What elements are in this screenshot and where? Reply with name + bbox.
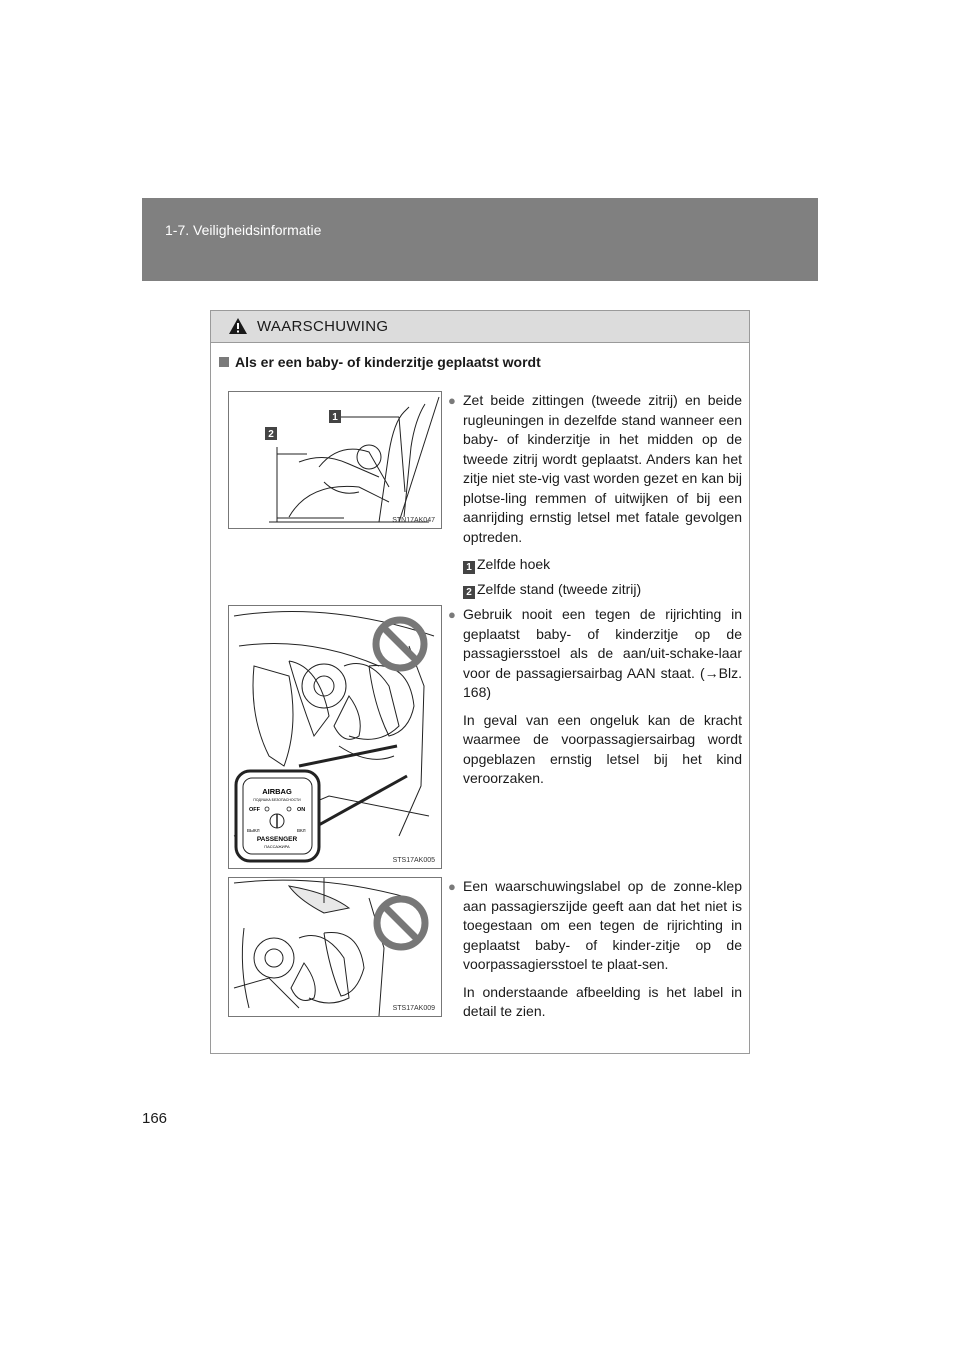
warning-item-3-text: Een waarschuwingslabel op de zonne-klep aan passagierszijde geeft aan dat het niet is toegestaan om een tegen de rijrichting in geplaatst baby- of kinder-zitje op de voorpassagiersstoel te plaat-sen.: [463, 878, 742, 972]
panel-on-ru-label: ВКЛ: [297, 828, 306, 833]
warning-item-1: [449, 391, 742, 605]
section-title: 1-7. Veiligheidsinformatie: [165, 222, 322, 238]
panel-on-label: ON: [297, 807, 306, 813]
warning-subheading: [219, 354, 541, 370]
legend-item-1: [463, 555, 742, 574]
panel-off-ru-label: ВЫКЛ: [247, 828, 260, 833]
warning-box: [210, 310, 750, 1054]
panel-off-label: OFF: [249, 807, 260, 813]
figure-sun-visor-label: [228, 877, 442, 1017]
circle-bullet-icon: ●: [448, 879, 456, 894]
panel-passenger-label: PASSENGER: [256, 836, 298, 843]
warning-item-2-text-continued: In geval van een ongeluk kan de kracht waarmee de voorpassagiersairbag wordt opgeblazen ernstig letsel bij het kind veroorzaken.: [463, 711, 742, 786]
warning-title: WAARSCHUWING: [257, 318, 389, 335]
figure-child-seat-angle: [228, 391, 442, 529]
section-header-band: [142, 198, 818, 281]
legend-number-badge: 1: [463, 561, 475, 574]
square-bullet-icon: [219, 357, 229, 367]
circle-bullet-icon: ●: [448, 607, 456, 622]
panel-airbag-label: AIRBAG: [262, 787, 292, 796]
warning-item-1-text: Zet beide zittingen (tweede zitrij) en beide rugleuningen in dezelfde stand wanneer een baby- of kinderzitje in het midden op de tweede zitrij wordt geplaatst. Anders kan het zitje niet ste-vig vast worden gezet en kan bij plotse-ling remmen of uitwijken of bij een aanrijding ernstig letsel met fatale gevolgen optreden.: [463, 392, 742, 545]
legend-number-badge: 2: [463, 586, 475, 599]
figure-code: STS17AK005: [392, 857, 435, 864]
figure-code: STN17AK047: [392, 517, 435, 524]
legend-label: Zelfde hoek: [477, 556, 551, 572]
warning-header: [211, 311, 749, 343]
legend-item-2: [463, 580, 742, 599]
circle-bullet-icon: ●: [448, 393, 456, 408]
figure-code: STS17AK009: [392, 1005, 435, 1012]
warning-item-2: [449, 605, 742, 797]
figure-airbag-child-seat: [228, 605, 442, 869]
warning-subheading-text: Als er een baby- of kinderzitje geplaatst wordt: [235, 354, 541, 370]
page-number: 166: [142, 1110, 168, 1127]
panel-passenger-ru-label: ПАССАЖИРА: [264, 844, 290, 849]
panel-airbag-sublabel: ПОДУШКА БЕЗОПАСНОСТИ: [253, 798, 301, 802]
warning-item-3-text-continued: In onderstaande afbeelding is het label in detail te zien.: [463, 983, 742, 1019]
warning-triangle-icon: [228, 317, 248, 335]
svg-text:1: 1: [332, 412, 338, 423]
warning-item-2-text: Gebruik nooit een tegen de rijrichting in geplaatst baby- of kinderzitje op de passagiersstoel als de aan/uit-schake-laar voor de passagiersairbag AAN staat. (→Blz. 168): [463, 606, 742, 700]
legend-label: Zelfde stand (tweede zitrij): [477, 581, 642, 597]
warning-item-3: [449, 877, 742, 1030]
svg-text:2: 2: [268, 429, 274, 440]
